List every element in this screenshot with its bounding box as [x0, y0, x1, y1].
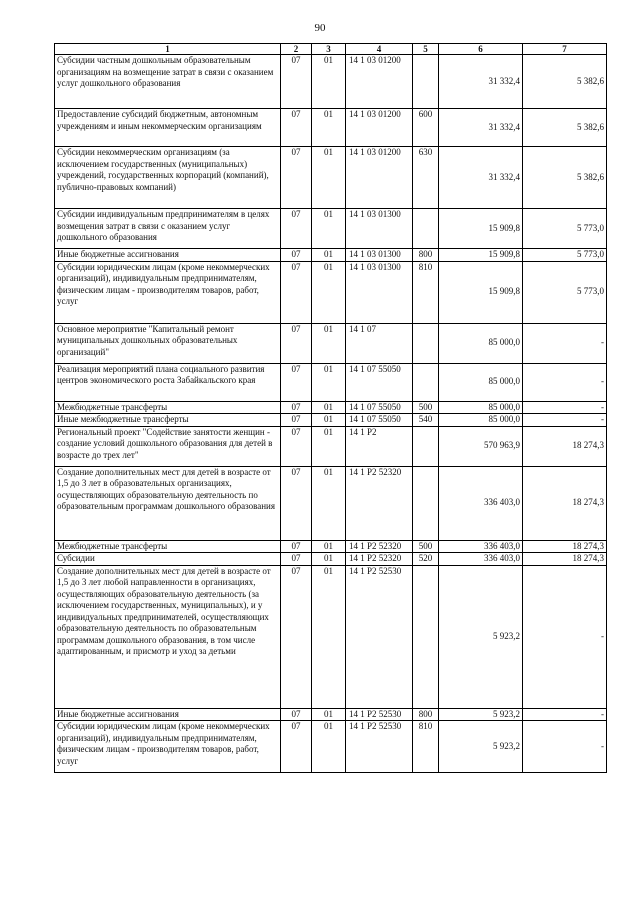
row-sum-year1-cell: 15 909,8	[439, 249, 523, 262]
row-target-article-cell: 14 1 03 01300	[346, 261, 413, 323]
column-header: 2	[281, 44, 312, 55]
row-sum-year2-cell: -	[523, 401, 607, 414]
row-target-article-cell: 14 1 03 01200	[346, 55, 413, 109]
row-sum-year1-cell: 5 923,2	[439, 708, 523, 721]
table-row	[55, 147, 607, 209]
row-expense-type-cell: 810	[413, 721, 439, 773]
row-target-article-cell: 14 1 07 55050	[346, 363, 413, 401]
row-subsection-cell: 01	[312, 209, 346, 249]
row-name-cell: Иные бюджетные ассигнования	[55, 249, 281, 262]
row-subsection-cell: 01	[312, 55, 346, 109]
row-name-cell: Предоставление субсидий бюджетным, автономным учреждениям и иным некоммерческим организациям	[55, 109, 281, 147]
row-sum-year1-cell: 31 332,4	[439, 109, 523, 147]
row-subsection-cell: 01	[312, 414, 346, 427]
row-sum-year1-cell: 5 923,2	[439, 721, 523, 773]
row-subsection-cell: 01	[312, 261, 346, 323]
row-subsection-cell: 01	[312, 147, 346, 209]
column-header: 6	[439, 44, 523, 55]
budget-table	[54, 43, 607, 773]
row-sum-year2-cell: 18 274,3	[523, 540, 607, 553]
row-target-article-cell: 14 1 07 55050	[346, 414, 413, 427]
row-sum-year2-cell: 18 274,3	[523, 426, 607, 466]
row-section-cell: 07	[281, 249, 312, 262]
row-section-cell: 07	[281, 540, 312, 553]
row-subsection-cell: 01	[312, 466, 346, 540]
row-target-article-cell: 14 1 07	[346, 323, 413, 363]
row-section-cell: 07	[281, 426, 312, 466]
row-subsection-cell: 01	[312, 708, 346, 721]
row-section-cell: 07	[281, 209, 312, 249]
row-section-cell: 07	[281, 147, 312, 209]
row-section-cell: 07	[281, 565, 312, 708]
row-target-article-cell: 14 1 07 55050	[346, 401, 413, 414]
row-name-cell: Создание дополнительных мест для детей в возрасте от 1,5 до 3 лет в образовательных организациях, осуществляющих образовательную деятельность по образовательным программам дошкольного образования	[55, 466, 281, 540]
row-name-cell: Основное мероприятие "Капитальный ремонт муниципальных дошкольных образовательных организаций"	[55, 323, 281, 363]
row-sum-year1-cell: 31 332,4	[439, 147, 523, 209]
row-sum-year1-cell: 85 000,0	[439, 363, 523, 401]
row-sum-year2-cell: 5 382,6	[523, 147, 607, 209]
table-header-row	[55, 44, 607, 55]
column-header: 1	[55, 44, 281, 55]
table-row	[55, 553, 607, 566]
row-name-cell: Субсидии юридическим лицам (кроме некоммерческих организаций), индивидуальным предпринимателям, физическим лицам - производителям товаров, работ, услуг	[55, 721, 281, 773]
row-name-cell: Субсидии индивидуальным предпринимателям в целях возмещения затрат в связи с оказанием услуг дошкольного образования	[55, 209, 281, 249]
row-name-cell: Иные межбюджетные трансферты	[55, 414, 281, 427]
row-target-article-cell: 14 1 P2 52530	[346, 708, 413, 721]
row-expense-type-cell	[413, 363, 439, 401]
table-row	[55, 55, 607, 109]
row-section-cell: 07	[281, 708, 312, 721]
row-sum-year2-cell: 5 773,0	[523, 249, 607, 262]
row-name-cell: Межбюджетные трансферты	[55, 540, 281, 553]
table-row	[55, 323, 607, 363]
table-row	[55, 466, 607, 540]
row-sum-year2-cell: 18 274,3	[523, 466, 607, 540]
row-section-cell: 07	[281, 414, 312, 427]
column-header: 4	[346, 44, 413, 55]
row-section-cell: 07	[281, 323, 312, 363]
row-expense-type-cell	[413, 323, 439, 363]
row-subsection-cell: 01	[312, 323, 346, 363]
row-sum-year2-cell: -	[523, 414, 607, 427]
row-subsection-cell: 01	[312, 721, 346, 773]
row-subsection-cell: 01	[312, 565, 346, 708]
table-row	[55, 363, 607, 401]
column-header: 7	[523, 44, 607, 55]
table-row	[55, 540, 607, 553]
row-expense-type-cell: 630	[413, 147, 439, 209]
row-target-article-cell: 14 1 P2	[346, 426, 413, 466]
row-expense-type-cell: 810	[413, 261, 439, 323]
row-expense-type-cell: 500	[413, 401, 439, 414]
row-expense-type-cell: 800	[413, 708, 439, 721]
row-sum-year2-cell: -	[523, 565, 607, 708]
row-section-cell: 07	[281, 109, 312, 147]
row-name-cell: Субсидии	[55, 553, 281, 566]
table-row	[55, 209, 607, 249]
row-subsection-cell: 01	[312, 363, 346, 401]
row-expense-type-cell: 500	[413, 540, 439, 553]
row-sum-year1-cell: 15 909,8	[439, 261, 523, 323]
row-sum-year1-cell: 336 403,0	[439, 540, 523, 553]
column-header: 5	[413, 44, 439, 55]
row-name-cell: Реализация мероприятий плана социального развития центров экономического роста Забайкальского края	[55, 363, 281, 401]
row-subsection-cell: 01	[312, 553, 346, 566]
row-expense-type-cell	[413, 426, 439, 466]
row-sum-year2-cell: 5 773,0	[523, 261, 607, 323]
row-sum-year1-cell: 336 403,0	[439, 553, 523, 566]
table-row	[55, 708, 607, 721]
table-row	[55, 565, 607, 708]
row-sum-year2-cell: -	[523, 721, 607, 773]
row-sum-year2-cell: 5 382,6	[523, 109, 607, 147]
row-subsection-cell: 01	[312, 401, 346, 414]
row-subsection-cell: 01	[312, 540, 346, 553]
row-name-cell: Субсидии некоммерческим организациям (за исключением государственных (муниципальных) учреждений, государственных корпораций (компаний), публично-правовых компаний)	[55, 147, 281, 209]
row-target-article-cell: 14 1 03 01200	[346, 147, 413, 209]
page-number: 90	[314, 22, 326, 34]
row-name-cell: Создание дополнительных мест для детей в возрасте от 1,5 до 3 лет любой направленности в организациях, осуществляющих образовательную деятельность (за исключением государственных, муниципальных), и у индивидуальных предпринимателей, осуществляющих образовательную деятельность по образовательным программам дошкольного образования, в том числе адаптированным, и присмотр и уход за детьми	[55, 565, 281, 708]
row-sum-year2-cell: 5 773,0	[523, 209, 607, 249]
row-section-cell: 07	[281, 55, 312, 109]
row-sum-year2-cell: 5 382,6	[523, 55, 607, 109]
row-sum-year1-cell: 31 332,4	[439, 55, 523, 109]
row-sum-year1-cell: 5 923,2	[439, 565, 523, 708]
row-target-article-cell: 14 1 03 01300	[346, 249, 413, 262]
row-name-cell: Иные бюджетные ассигнования	[55, 708, 281, 721]
row-sum-year2-cell: -	[523, 323, 607, 363]
row-expense-type-cell: 600	[413, 109, 439, 147]
row-expense-type-cell: 540	[413, 414, 439, 427]
row-target-article-cell: 14 1 P2 52530	[346, 565, 413, 708]
row-expense-type-cell: 520	[413, 553, 439, 566]
row-expense-type-cell	[413, 209, 439, 249]
row-name-cell: Межбюджетные трансферты	[55, 401, 281, 414]
row-sum-year2-cell: 18 274,3	[523, 553, 607, 566]
row-expense-type-cell	[413, 565, 439, 708]
row-subsection-cell: 01	[312, 109, 346, 147]
row-target-article-cell: 14 1 P2 52320	[346, 466, 413, 540]
row-section-cell: 07	[281, 401, 312, 414]
row-sum-year2-cell: -	[523, 363, 607, 401]
row-section-cell: 07	[281, 553, 312, 566]
row-target-article-cell: 14 1 P2 52320	[346, 540, 413, 553]
row-sum-year2-cell: -	[523, 708, 607, 721]
table-row	[55, 414, 607, 427]
row-target-article-cell: 14 1 P2 52320	[346, 553, 413, 566]
row-subsection-cell: 01	[312, 426, 346, 466]
row-section-cell: 07	[281, 261, 312, 323]
row-sum-year1-cell: 85 000,0	[439, 323, 523, 363]
row-target-article-cell: 14 1 03 01200	[346, 109, 413, 147]
row-sum-year1-cell: 15 909,8	[439, 209, 523, 249]
column-header: 3	[312, 44, 346, 55]
row-expense-type-cell: 800	[413, 249, 439, 262]
table-row	[55, 249, 607, 262]
row-target-article-cell: 14 1 03 01300	[346, 209, 413, 249]
row-section-cell: 07	[281, 363, 312, 401]
row-sum-year1-cell: 85 000,0	[439, 414, 523, 427]
row-subsection-cell: 01	[312, 249, 346, 262]
table-row	[55, 721, 607, 773]
row-sum-year1-cell: 336 403,0	[439, 466, 523, 540]
row-name-cell: Субсидии юридическим лицам (кроме некоммерческих организаций), индивидуальным предпринимателям, физическим лицам - производителям товаров, работ, услуг	[55, 261, 281, 323]
table-row	[55, 426, 607, 466]
table-row	[55, 109, 607, 147]
row-expense-type-cell	[413, 55, 439, 109]
row-section-cell: 07	[281, 466, 312, 540]
row-expense-type-cell	[413, 466, 439, 540]
row-sum-year1-cell: 570 963,9	[439, 426, 523, 466]
row-target-article-cell: 14 1 P2 52530	[346, 721, 413, 773]
row-name-cell: Региональный проект "Содействие занятости женщин - создание условий дошкольного образования для детей в возрасте до трех лет"	[55, 426, 281, 466]
table-row	[55, 261, 607, 323]
row-section-cell: 07	[281, 721, 312, 773]
table-row	[55, 401, 607, 414]
row-sum-year1-cell: 85 000,0	[439, 401, 523, 414]
row-name-cell: Субсидии частным дошкольным образовательным организациям на возмещение затрат в связи с оказанием услуг дошкольного образования	[55, 55, 281, 109]
